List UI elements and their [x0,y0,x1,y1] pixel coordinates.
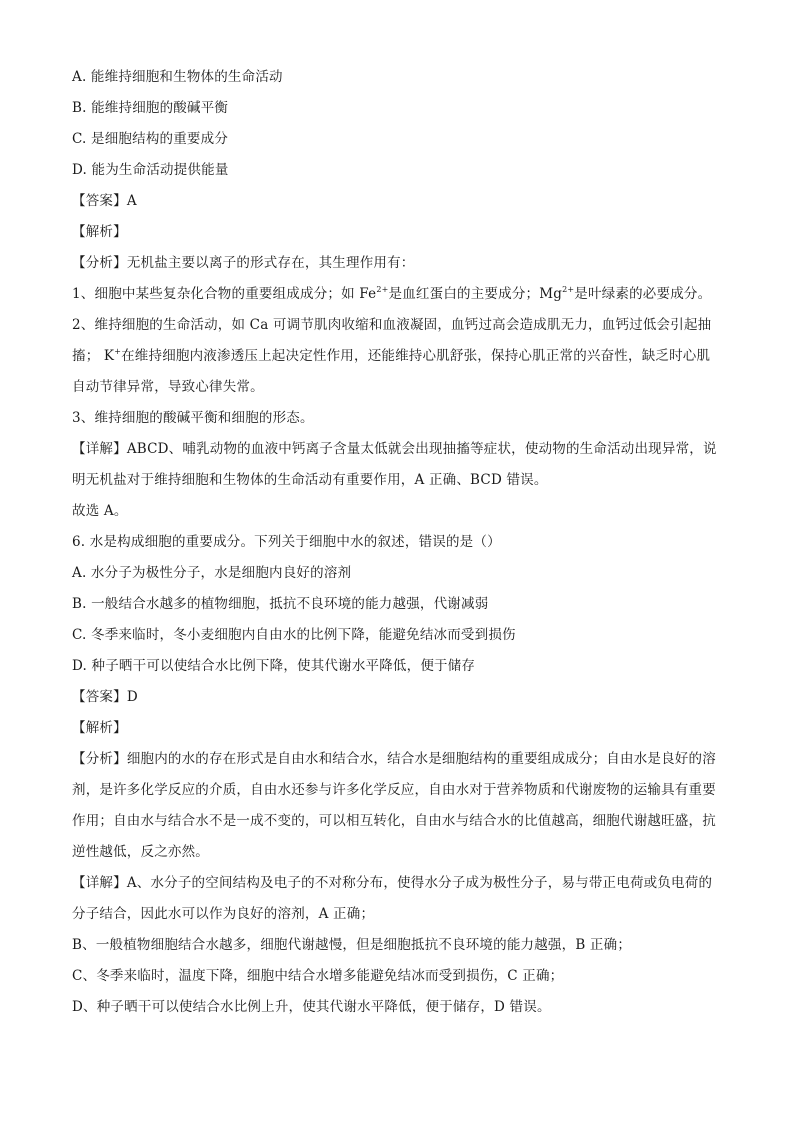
answer-tag: 【答案】 [72,689,127,705]
point2-part-a: 2、维持细胞的生命活动，如 Ca 可调节肌肉收缩和血液凝固，血钙过高会造成肌无力，血钙过低会引起抽搐； K [72,317,712,364]
q5-point-2 [72,310,722,403]
detail-text: ABCD、哺乳动物的血液中钙离子含量太低就会出现抽搐等症状，使动物的生命活动出现异常，说明无机盐对于维持细胞和生物体的生命活动有重要作用，A 正确、BCD 错误。 [72,441,717,488]
q5-detail [72,434,722,496]
point1-part-a: 1、细胞中某些复杂化合物的重要组成成分；如 Fe [72,286,377,302]
answer-tag: 【答案】 [72,193,127,209]
q5-point-1 [72,279,722,310]
q6-question: 6. 水是构成细胞的重要成分。下列关于细胞中水的叙述，错误的是（） [72,534,501,550]
q5-fenxi [72,248,722,279]
q5-option-b: B. 能维持细胞的酸碱平衡 [72,100,229,116]
q6-detail-a [72,868,722,930]
q5-option-a: A. 能维持细胞和生物体的生命活动 [72,69,283,85]
q6-answer [72,682,722,713]
q6-detail-b: B、一般植物细胞结合水越多，细胞代谢越慢，但是细胞抵抗不良环境的能力越强，B 正确； [72,937,632,953]
q6-option-c: C. 冬季来临时，冬小麦细胞内自由水的比例下降，能避免结冰而受到损伤 [72,627,516,643]
mg-charge: 2+ [562,285,575,294]
q6-detail-d: D、种子晒干可以使结合水比例上升，使其代谢水平降低，便于储存，D 错误。 [72,999,551,1015]
detail-tag: 【详解】 [72,441,127,457]
q5-answer [72,186,722,217]
answer-value: A [126,193,137,209]
q6-analysis-tag: 【解析】 [72,720,127,736]
document-page [72,62,722,1023]
answer-value: D [126,689,138,705]
point2-part-b: 在维持细胞内液渗透压上起决定性作用，还能维持心肌舒张，保持心肌正常的兴奋性，缺乏时心肌自动节律异常，导致心律失常。 [72,348,711,395]
q5-option-c: C. 是细胞结构的重要成分 [72,131,229,147]
q6-detail-c: C、冬季来临时，温度下降，细胞中结合水增多能避免结冰而受到损伤，C 正确； [72,968,564,984]
k-charge: + [114,347,122,356]
q5-point-3: 3、维持细胞的酸碱平衡和细胞的形态。 [72,410,314,426]
point1-part-b: 是血红蛋白的主要成分；Mg [388,286,563,302]
q6-option-b: B. 一般结合水越多的植物细胞，抵抗不良环境的能力越强，代谢减弱 [72,596,489,612]
fe-charge: 2+ [376,285,389,294]
fenxi-text: 细胞内的水的存在形式是自由水和结合水，结合水是细胞结构的重要组成成分；自由水是良好的溶剂，是许多化学反应的介质，自由水还参与许多化学反应，自由水对于营养物质和代谢废物的运输具有重要作用；自由水与结合水不是一成不变的，可以相互转化，自由水与结合水的比值越高，细胞代谢越旺盛，抗逆性越低，反之亦然。 [72,751,716,860]
detail-text: A、水分子的空间结构及电子的不对称分布，使得水分子成为极性分子，易与带正电荷或负电荷的分子结合，因此水可以作为良好的溶剂，A 正确； [72,875,713,922]
detail-tag: 【详解】 [72,875,127,891]
fenxi-tag: 【分析】 [72,751,127,767]
point1-part-c: 是叶绿素的必要成分。 [574,286,712,302]
q5-analysis-tag: 【解析】 [72,224,127,240]
q5-conclusion: 故选 A。 [72,503,128,519]
q6-option-a: A. 水分子为极性分子，水是细胞内良好的溶剂 [72,565,352,581]
q6-option-d: D. 种子晒干可以使结合水比例下降，使其代谢水平降低，便于储存 [72,658,476,674]
q5-option-d: D. 能为生命活动提供能量 [72,162,229,178]
fenxi-text: 无机盐主要以离子的形式存在，其生理作用有： [126,255,415,271]
q6-fenxi [72,744,722,868]
fenxi-tag: 【分析】 [72,255,127,271]
